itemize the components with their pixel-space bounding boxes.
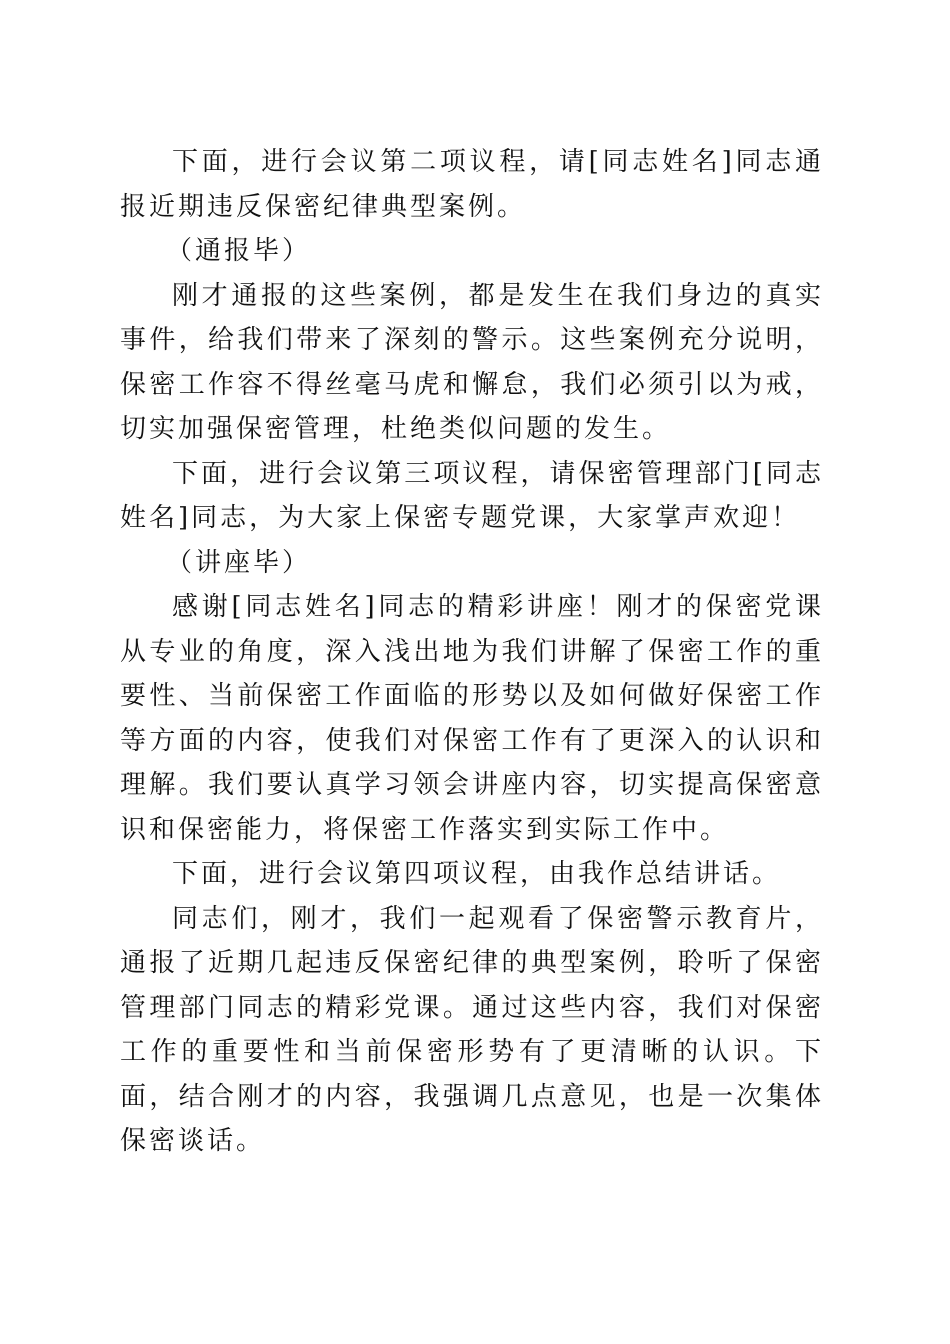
paragraph-summary-speech: 同志们，刚才，我们一起观看了保密警示教育片，通报了近期几起违反保密纪律的典型案例，聆听了保密管理部门同志的精彩党课。通过这些内容，我们对保密工作的重要性和当前保密形势有了更清晰的认识。下面，结合刚才的内容，我强调几点意见，也是一次集体保密谈话。 [120,903,824,1156]
paragraph-lecture-thanks: 感谢[同志姓名]同志的精彩讲座！刚才的保密党课从专业的角度，深入浅出地为我们讲解了保密工作的重要性、当前保密工作面临的形势以及如何做好保密工作等方面的内容，使我们对保密工作有了更深入的认识和理解。我们要认真学习领会讲座内容，切实提高保密意识和保密能力，将保密工作落实到实际工作中。 [120,592,824,845]
note-report-finished: （通报毕） [166,236,312,266]
paragraph-agenda-item-3: 下面，进行会议第三项议程，请保密管理部门[同志姓名]同志，为大家上保密专题党课，大家掌声欢迎！ [120,458,824,533]
note-lecture-finished: （讲座毕） [166,547,312,578]
paragraph-agenda-item-2: 下面，进行会议第二项议程，请[同志姓名]同志通报近期违反保密纪律典型案例。 [120,147,824,222]
paragraph-agenda-item-4: 下面，进行会议第四项议程，由我作总结讲话。 [172,859,782,889]
paragraph-case-warning: 刚才通报的这些案例，都是发生在我们身边的真实事件，给我们带来了深刻的警示。这些案例充分说明，保密工作容不得丝毫马虎和懈怠，我们必须引以为戒，切实加强保密管理，杜绝类似问题的发生。 [120,280,824,444]
